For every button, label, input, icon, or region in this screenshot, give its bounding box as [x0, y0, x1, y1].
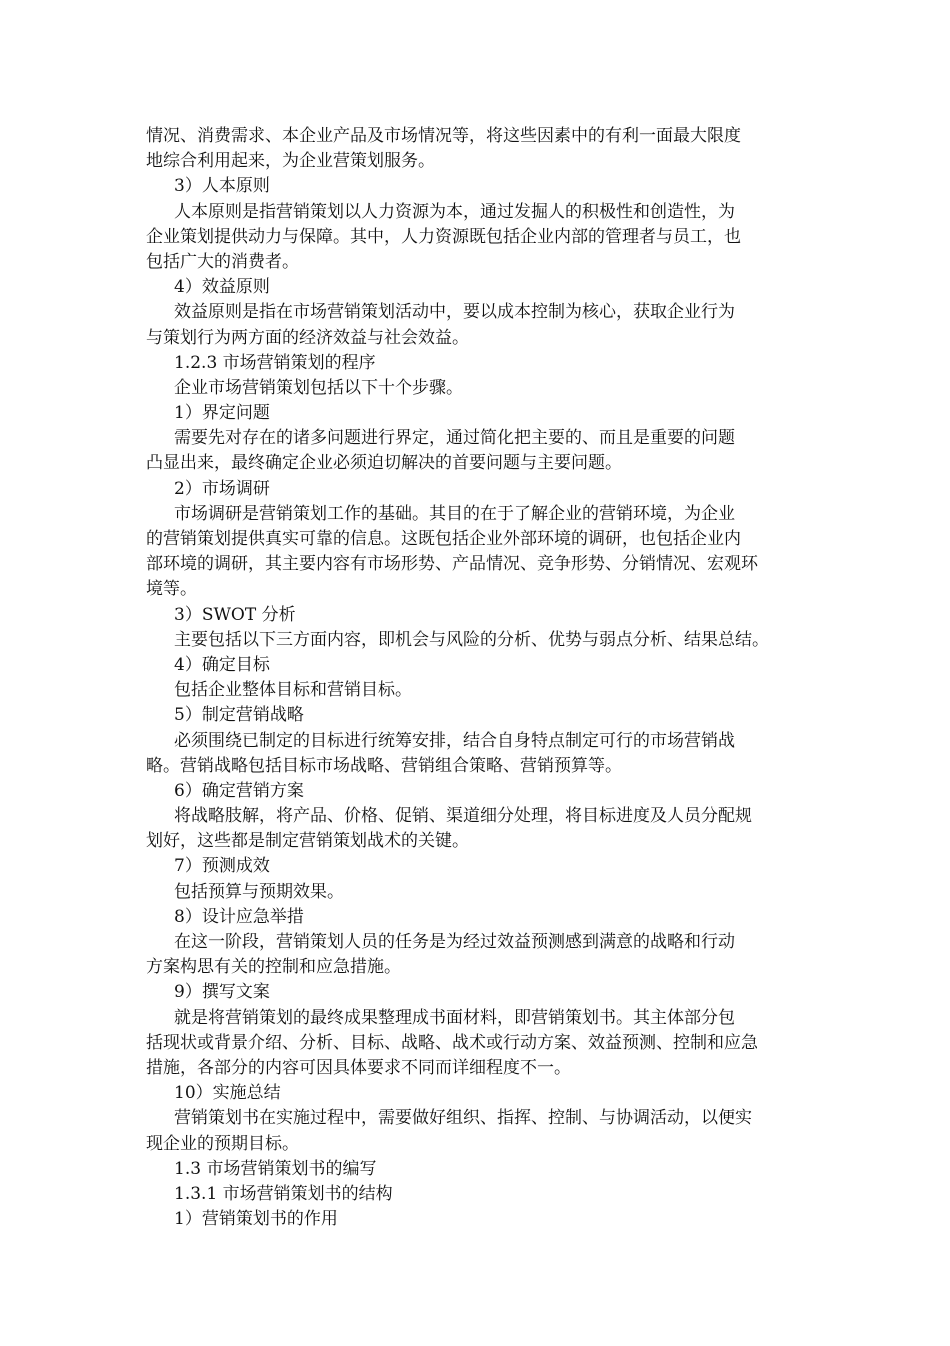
document-body: [146, 124, 816, 1232]
text-line: 企业市场营销策划包括以下十个步骤。: [174, 377, 463, 398]
text-line: 6）确定营销方案: [174, 780, 304, 801]
text-line: 3）人本原则: [174, 176, 270, 197]
text-line: 括现状或背景介绍、分析、目标、战略、战术或行动方案、效益预测、控制和应急: [146, 1032, 758, 1053]
text-line: 市场调研是营销策划工作的基础。其目的在于了解企业的营销环境，为企业: [174, 503, 735, 524]
text-line: 将战略肢解，将产品、价格、促销、渠道细分处理，将目标进度及人员分配规: [174, 806, 752, 827]
text-line: 人本原则是指营销策划以人力资源为本，通过发掘人的积极性和创造性，为: [174, 201, 735, 222]
text-line: 必须围绕已制定的目标进行统筹安排，结合自身特点制定可行的市场营销战: [174, 730, 735, 751]
text-line: 9）撰写文案: [174, 982, 270, 1003]
text-line: 现企业的预期目标。: [146, 1133, 299, 1154]
text-line: 需要先对存在的诸多问题进行界定，通过简化把主要的、而且是重要的问题: [174, 428, 735, 449]
text-line: 5）制定营销战略: [174, 705, 304, 726]
text-line: 7）预测成效: [174, 856, 270, 877]
text-line: 境等。: [146, 579, 197, 600]
text-line: 2）市场调研: [174, 478, 270, 499]
text-line: 情况、消费需求、本企业产品及市场情况等，将这些因素中的有利一面最大限度: [146, 126, 741, 146]
text-line: 措施，各部分的内容可因具体要求不同而详细程度不一。: [146, 1057, 571, 1078]
text-line: 1.3.1 市场营销策划书的结构: [174, 1183, 393, 1204]
text-line: 的营销策划提供真实可靠的信息。这既包括企业外部环境的调研，也包括企业内: [146, 529, 741, 549]
text-line: 部环境的调研，其主要内容有市场形势、产品情况、竞争形势、分销情况、宏观环: [146, 554, 758, 575]
text-line: 就是将营销策划的最终成果整理成书面材料，即营销策划书。其主体部分包: [174, 1007, 735, 1028]
text-line: 8）设计应急举措: [174, 906, 304, 927]
text-line: 企业策划提供动力与保障。其中，人力资源既包括企业内部的管理者与员工，也: [146, 226, 741, 247]
text-line: 略。营销战略包括目标市场战略、营销组合策略、营销预算等。: [146, 755, 622, 776]
text-line: 1.3 市场营销策划书的编写: [174, 1158, 377, 1179]
text-line: 1）营销策划书的作用: [174, 1209, 338, 1230]
text-line: 3）SWOT 分析: [174, 604, 296, 625]
text-line: 在这一阶段，营销策划人员的任务是为经过效益预测感到满意的战略和行动: [174, 932, 735, 952]
text-line: 营销策划书在实施过程中，需要做好组织、指挥、控制、与协调活动，以便实: [174, 1108, 752, 1129]
text-line: 凸显出来，最终确定企业必须迫切解决的首要问题与主要问题。: [146, 453, 622, 474]
text-line: 1.2.3 市场营销策划的程序: [174, 352, 376, 373]
text-line: 包括企业整体目标和营销目标。: [174, 680, 412, 701]
text-line: 4）确定目标: [174, 654, 270, 675]
text-line: 1）界定问题: [174, 403, 270, 424]
text-line: 主要包括以下三方面内容，即机会与风险的分析、优势与弱点分析、结果总结。: [174, 629, 769, 650]
text-line: 4）效益原则: [174, 277, 270, 298]
text-line: 地综合利用起来，为企业营策划服务。: [146, 151, 435, 172]
text-line: 划好，这些都是制定营销策划战术的关键。: [146, 831, 469, 852]
text-line: 包括广大的消费者。: [146, 251, 299, 272]
text-line: 10）实施总结: [174, 1083, 281, 1104]
text-line: 与策划行为两方面的经济效益与社会效益。: [146, 327, 469, 348]
text-line: 效益原则是指在市场营销策划活动中，要以成本控制为核心，获取企业行为: [174, 302, 735, 323]
text-line: 包括预算与预期效果。: [174, 881, 344, 902]
text-line: 方案构思有关的控制和应急措施。: [146, 957, 401, 978]
